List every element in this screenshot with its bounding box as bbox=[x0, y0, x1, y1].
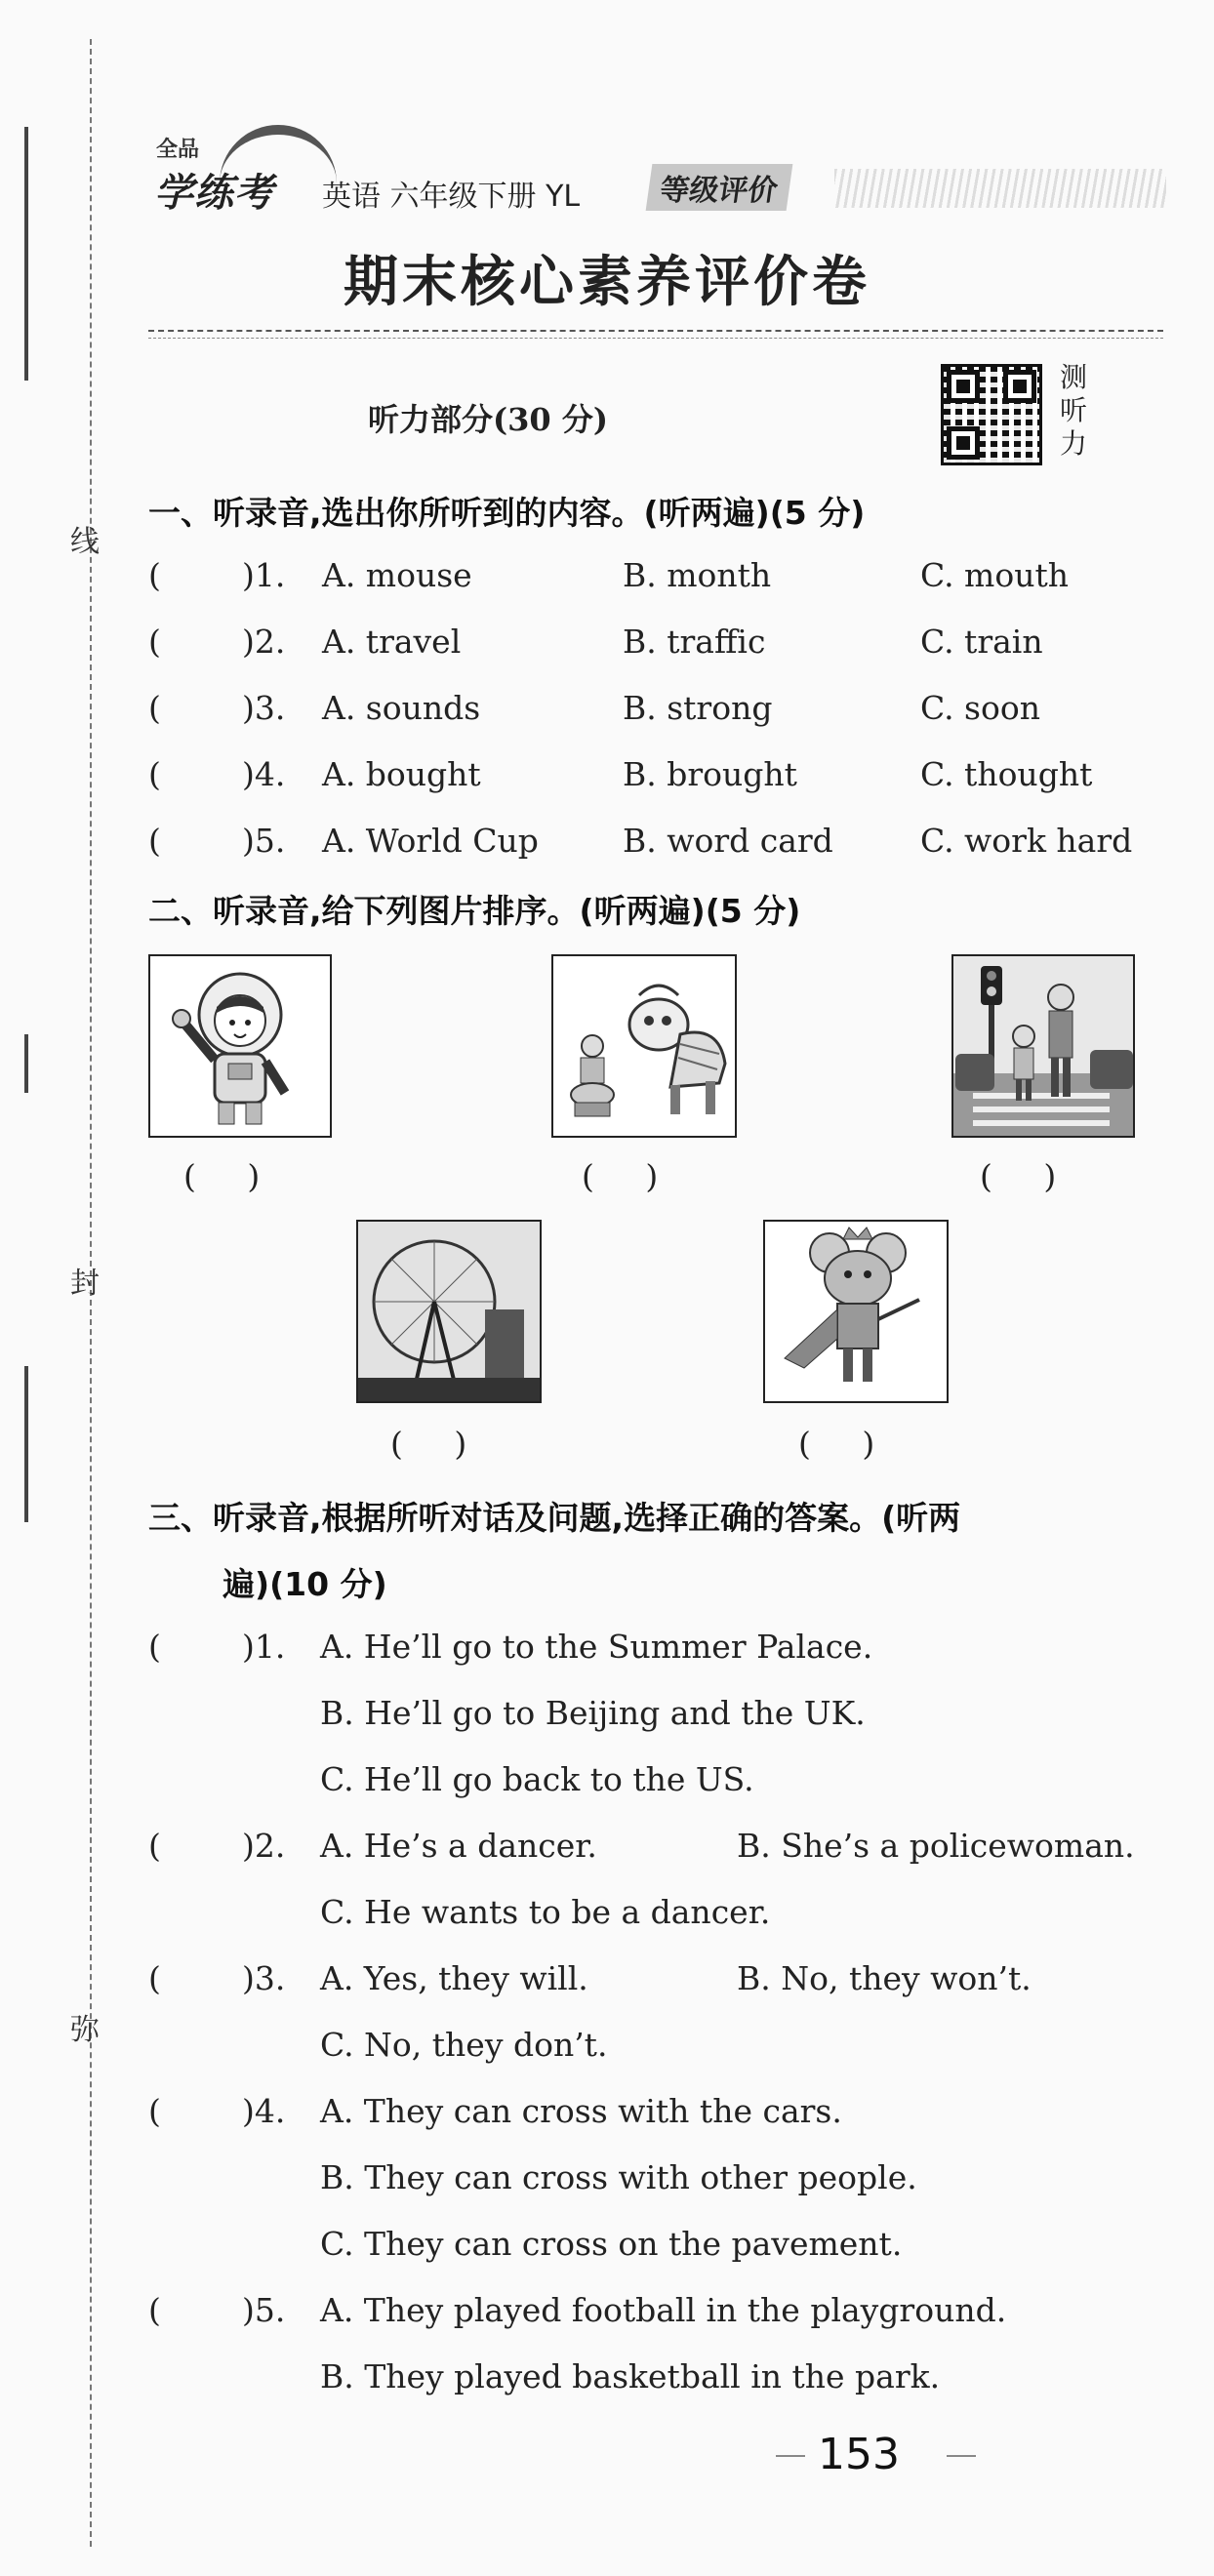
page-number: 153 bbox=[818, 2430, 900, 2479]
picture-order-paren[interactable]: ( ) bbox=[582, 1157, 659, 1195]
item-number: )4. bbox=[242, 755, 286, 793]
item-number: )1. bbox=[242, 556, 286, 594]
item-number: )2. bbox=[242, 1827, 286, 1865]
picture-astronaut-boy bbox=[148, 954, 332, 1138]
option-a: A. They can cross with the cars. bbox=[320, 2092, 842, 2130]
option-c: C. work hard bbox=[920, 822, 1133, 860]
page-number-dash bbox=[776, 2455, 805, 2457]
answer-paren[interactable]: ( bbox=[148, 1628, 161, 1666]
answer-paren[interactable]: ( bbox=[148, 755, 161, 793]
item-number: )3. bbox=[242, 689, 286, 727]
option-b: B. He’ll go to Beijing and the UK. bbox=[320, 1694, 866, 1732]
option-a: A. He’s a dancer. bbox=[320, 1827, 597, 1865]
option-a: A. bought bbox=[322, 755, 481, 793]
picture-order-paren[interactable]: ( ) bbox=[798, 1425, 875, 1463]
picture-lion-dance bbox=[551, 954, 737, 1138]
item-number: )4. bbox=[242, 2092, 286, 2130]
section1-heading: 一、听录音,选出你所听到的内容。(听两遍)(5 分) bbox=[148, 494, 866, 532]
option-a: A. mouse bbox=[322, 556, 472, 594]
picture-london-eye bbox=[356, 1220, 542, 1403]
option-b: B. brought bbox=[623, 755, 797, 793]
option-b: B. No, they won’t. bbox=[737, 1959, 1032, 1997]
option-a: A. travel bbox=[322, 623, 462, 661]
qr-label: 测听力 bbox=[1060, 361, 1088, 460]
exam-title: 期末核心素养评价卷 bbox=[344, 250, 870, 314]
picture-order-paren[interactable]: ( ) bbox=[390, 1425, 467, 1463]
option-b: B. strong bbox=[623, 689, 773, 727]
item-number: )5. bbox=[242, 822, 286, 860]
picture-order-paren[interactable]: ( ) bbox=[183, 1157, 261, 1195]
option-a: A. Yes, they will. bbox=[320, 1959, 588, 1997]
header-stripe-decoration bbox=[834, 169, 1166, 208]
option-b: B. They played basketball in the park. bbox=[320, 2357, 941, 2395]
logo-text: 学练考 bbox=[154, 171, 274, 216]
option-c: C. They can cross on the pavement. bbox=[320, 2225, 903, 2263]
picture-mouse-king bbox=[763, 1220, 949, 1403]
margin-rule bbox=[24, 1034, 28, 1093]
answer-paren[interactable]: ( bbox=[148, 2291, 161, 2329]
item-number: )1. bbox=[242, 1628, 286, 1666]
option-b: B. She’s a policewoman. bbox=[737, 1827, 1135, 1865]
option-c: C. He’ll go back to the US. bbox=[320, 1760, 754, 1798]
answer-paren[interactable]: ( bbox=[148, 1959, 161, 1997]
page-number-dash bbox=[947, 2455, 976, 2457]
option-a: A. They played football in the playground. bbox=[320, 2291, 1007, 2329]
item-number: )2. bbox=[242, 623, 286, 661]
option-a: A. World Cup bbox=[322, 822, 539, 860]
margin-char-mi: 弥 bbox=[70, 2013, 100, 2047]
section3-heading-cont: 遍)(10 分) bbox=[223, 1565, 387, 1603]
divider bbox=[148, 330, 1163, 332]
qr-code-icon[interactable] bbox=[941, 364, 1042, 465]
option-c: C. train bbox=[920, 623, 1043, 661]
section3-heading: 三、听录音,根据所听对话及问题,选择正确的答案。(听两 bbox=[148, 1499, 961, 1537]
option-a: A. He’ll go to the Summer Palace. bbox=[320, 1628, 873, 1666]
option-c: C. thought bbox=[920, 755, 1093, 793]
answer-paren[interactable]: ( bbox=[148, 623, 161, 661]
option-c: C. He wants to be a dancer. bbox=[320, 1893, 771, 1931]
option-b: B. word card bbox=[623, 822, 833, 860]
picture-order-paren[interactable]: ( ) bbox=[980, 1157, 1057, 1195]
answer-paren[interactable]: ( bbox=[148, 2092, 161, 2130]
item-number: )5. bbox=[242, 2291, 286, 2329]
margin-char-xian: 线 bbox=[70, 525, 100, 559]
margin-char-feng: 封 bbox=[70, 1267, 100, 1301]
answer-paren[interactable]: ( bbox=[148, 556, 161, 594]
option-b: B. month bbox=[623, 556, 772, 594]
option-c: C. No, they don’t. bbox=[320, 2026, 608, 2064]
book-header bbox=[151, 125, 1176, 222]
option-b: B. They can cross with other people. bbox=[320, 2158, 917, 2196]
answer-paren[interactable]: ( bbox=[148, 1827, 161, 1865]
margin-rule bbox=[24, 1366, 28, 1522]
item-number: )3. bbox=[242, 1959, 286, 1997]
grade-badge: 等级评价 bbox=[646, 164, 793, 211]
option-a: A. sounds bbox=[322, 689, 481, 727]
logo-small-text: 全品 bbox=[156, 138, 200, 162]
option-c: C. mouth bbox=[920, 556, 1069, 594]
option-b: B. traffic bbox=[623, 623, 766, 661]
section2-heading: 二、听录音,给下列图片排序。(听两遍)(5 分) bbox=[148, 892, 801, 930]
answer-paren[interactable]: ( bbox=[148, 689, 161, 727]
listening-part-title: 听力部分(30 分) bbox=[368, 401, 608, 438]
option-c: C. soon bbox=[920, 689, 1040, 727]
picture-crossing-road bbox=[951, 954, 1135, 1138]
divider bbox=[148, 338, 1163, 339]
answer-paren[interactable]: ( bbox=[148, 822, 161, 860]
subject-grade: 英语 六年级下册 YL bbox=[322, 180, 581, 214]
